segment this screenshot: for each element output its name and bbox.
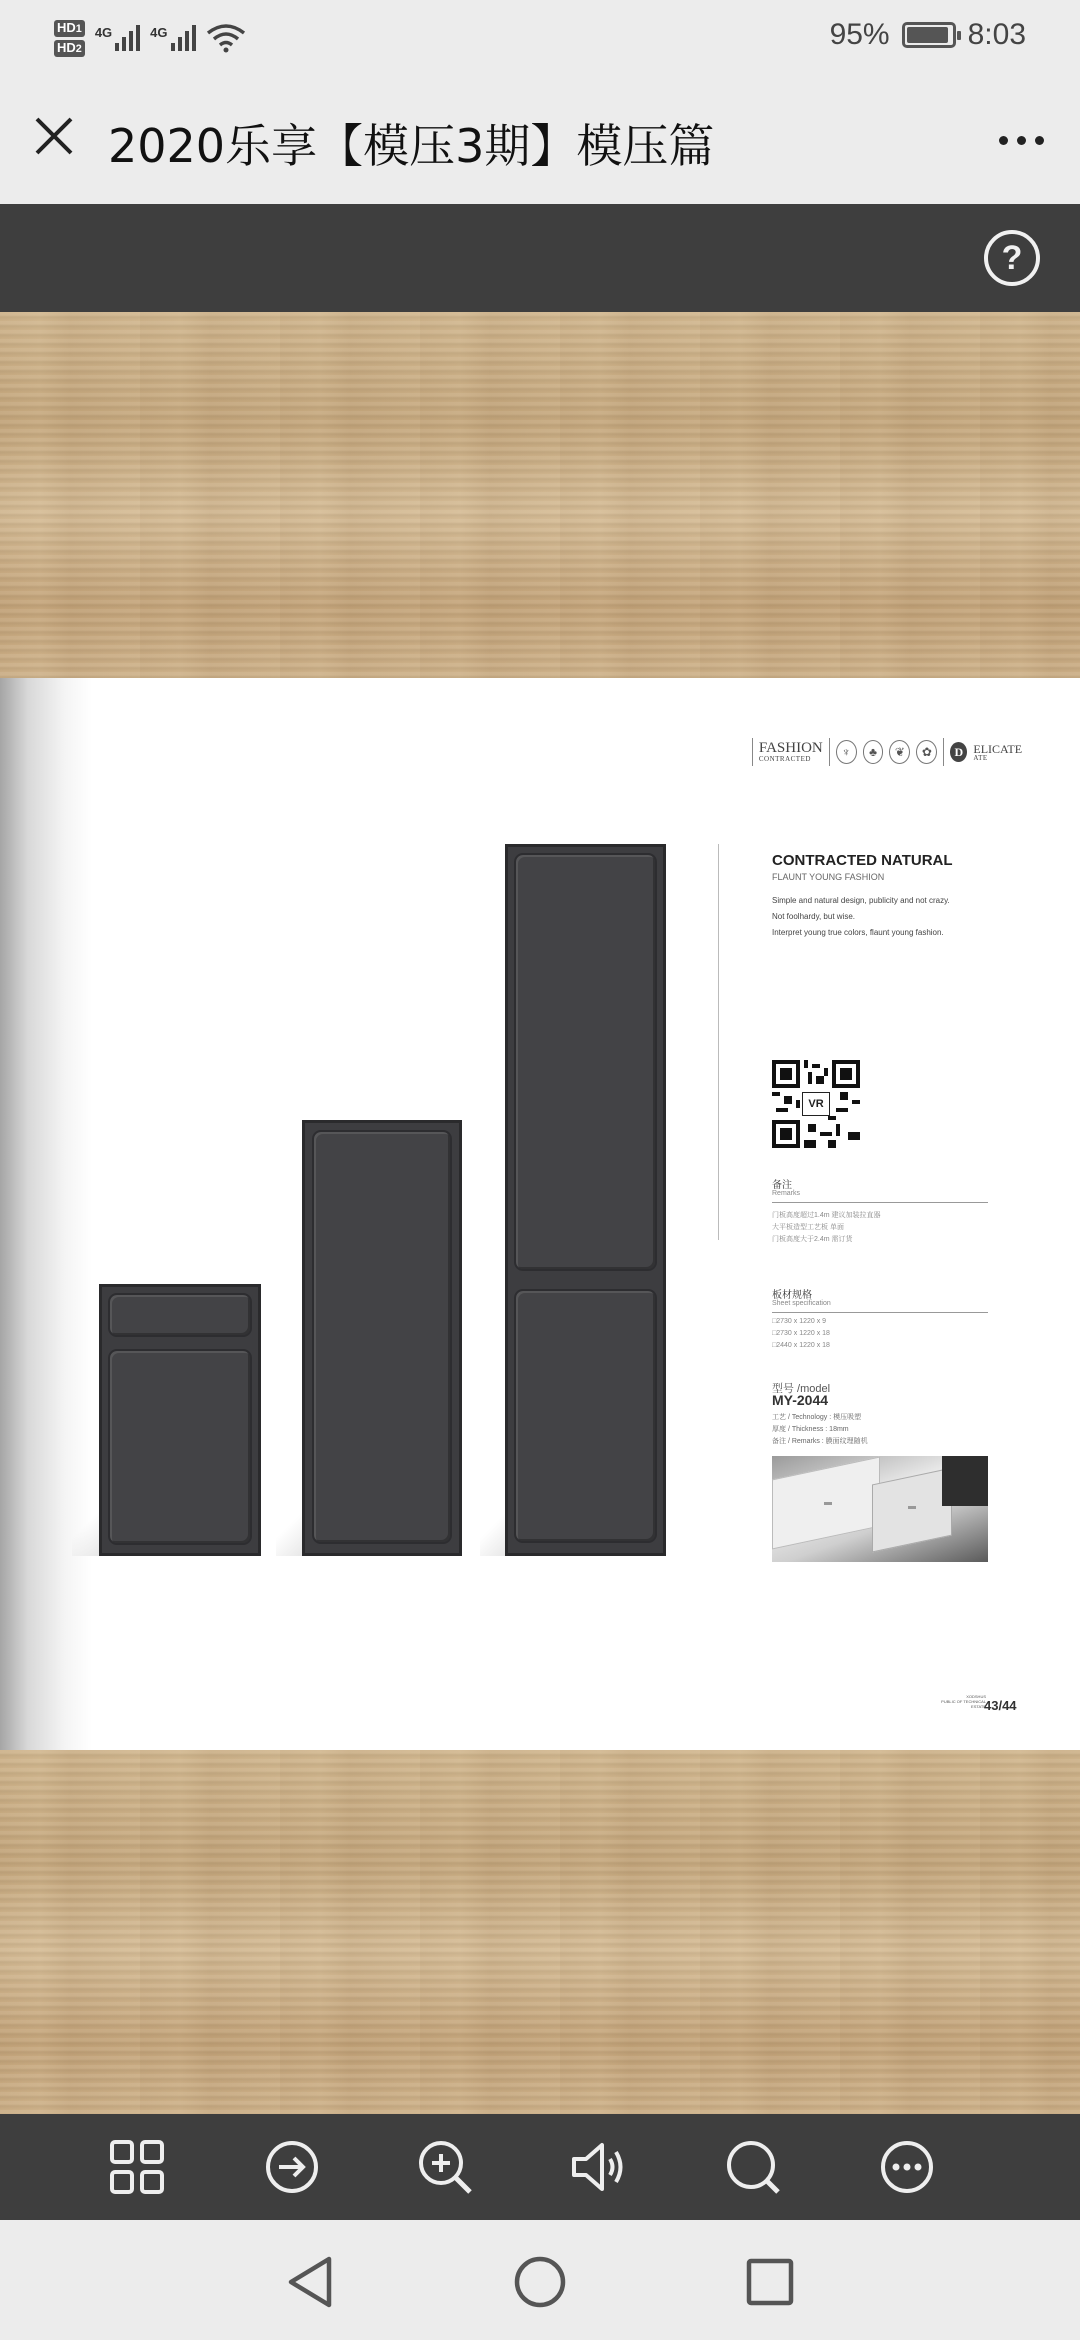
recents-icon: [745, 2257, 795, 2307]
dot-icon: [1035, 136, 1044, 145]
wood-background-bottom: [0, 1750, 1080, 2114]
zoom-in-icon: [416, 2138, 474, 2196]
brand-divider: [943, 738, 944, 766]
dot-icon: [1017, 136, 1026, 145]
page-number: 43/44: [984, 1698, 1017, 1713]
more-button[interactable]: [874, 2134, 940, 2200]
reader-toolbar: [0, 2114, 1080, 2220]
door-panel-lower: [514, 1289, 657, 1543]
help-button[interactable]: [984, 230, 1040, 286]
sim2-badge: HD2: [54, 40, 85, 57]
leaf-icon: ❦: [889, 740, 910, 764]
spec-item: □2730 x 1220 x 18: [772, 1330, 830, 1337]
sim-indicators: [54, 20, 85, 57]
wood-background-top: [0, 312, 1080, 678]
close-button[interactable]: [26, 108, 82, 164]
share-button[interactable]: [259, 2134, 325, 2200]
nav-recents-button[interactable]: [740, 2252, 800, 2312]
photo-handle: [824, 1502, 832, 1505]
system-nav-bar: [0, 2220, 1080, 2340]
wifi-icon: [206, 23, 246, 53]
description-line: Interpret young true colors, flaunt young fashion.: [772, 928, 944, 937]
nav-home-button[interactable]: [510, 2252, 570, 2312]
photo-cabinet-right: [872, 1467, 952, 1552]
zoom-in-button[interactable]: [412, 2134, 478, 2200]
more-options-button[interactable]: [986, 112, 1056, 168]
model-code: MY-2044: [772, 1392, 829, 1408]
home-icon: [513, 2255, 567, 2309]
page-footer-text: XODSHUS PUBLIC OF TECHNICAL ESTATE: [941, 1694, 986, 1709]
sim1-badge: HD1: [54, 20, 85, 37]
door-panel: [108, 1349, 252, 1545]
tree-icon: ♣: [863, 740, 884, 764]
brand-fashion: FASHION CONTRACTED: [758, 740, 823, 763]
product-photo: [772, 1456, 988, 1562]
description-line: Not foolhardy, but wise.: [772, 912, 856, 921]
page-title: 2020乐享【模压3期】模压篇: [108, 119, 715, 173]
remark-item: 门板高度大于2.4m 需订货: [772, 1236, 853, 1243]
drawer-panel: [108, 1293, 252, 1337]
thumbnails-button[interactable]: [104, 2134, 170, 2200]
remarks-subtitle: Remarks: [772, 1190, 801, 1197]
brand-divider: [829, 738, 830, 766]
battery-fill: [907, 27, 949, 43]
brand-row: [752, 734, 1022, 770]
volume-icon: [570, 2139, 628, 2195]
photo-handle: [908, 1506, 916, 1509]
model-detail: 厚度 / Thickness : 18mm: [772, 1426, 849, 1433]
brand-delicate: ELICATE ATE: [973, 741, 1023, 762]
status-right: [830, 18, 1026, 52]
cabinet-door-tall: [505, 844, 666, 1556]
spec-title: 板材规格: [772, 1290, 812, 1301]
spec-rule: [772, 1312, 988, 1313]
share-icon: [264, 2139, 320, 2195]
delicate-badge: D: [950, 742, 967, 762]
catalog-page[interactable]: [0, 678, 1080, 1750]
status-bar: [0, 0, 1080, 72]
reader-header: [0, 204, 1080, 312]
door-panel-upper: [514, 853, 657, 1271]
dot-icon: [999, 136, 1008, 145]
nav-back-button[interactable]: [280, 2252, 340, 2312]
search-button[interactable]: [720, 2134, 786, 2200]
battery-percent: 95%: [829, 18, 890, 51]
page-subheading: FLAUNT YOUNG FASHION: [772, 872, 885, 882]
grid-icon: [109, 2139, 165, 2195]
divider-line: [718, 844, 719, 1240]
search-icon: [724, 2138, 782, 2196]
cabinet-shadow: [72, 1506, 102, 1556]
page-heading: CONTRACTED NATURAL: [772, 852, 953, 869]
remark-item: 门板高度超过1.4m 建议加装拉直器: [772, 1212, 881, 1219]
signal-icon-2: 4G: [150, 25, 195, 51]
brand-divider: [752, 738, 753, 766]
remarks-title: 备注: [772, 1180, 792, 1191]
page-spine-shadow: [0, 678, 92, 1750]
title-bar: [0, 72, 1080, 204]
door-panel: [312, 1130, 452, 1544]
more-icon: [879, 2139, 935, 2195]
remarks-rule: [772, 1202, 988, 1203]
qr-code[interactable]: [772, 1060, 860, 1148]
photo-dark-area: [942, 1456, 988, 1506]
model-detail: 工艺 / Technology : 模压吸塑: [772, 1414, 862, 1421]
spec-item: □2440 x 1220 x 18: [772, 1342, 830, 1349]
spec-subtitle: Sheet specification: [772, 1300, 831, 1307]
qr-vr-label: VR: [802, 1092, 830, 1116]
flower-icon: ✿: [916, 740, 937, 764]
description-line: Simple and natural design, publicity and not crazy.: [772, 896, 950, 905]
clock: 8:03: [967, 18, 1026, 51]
sound-button[interactable]: [566, 2134, 632, 2200]
close-icon: [34, 116, 74, 156]
remark-item: 大平板造型工艺板 单面: [772, 1224, 844, 1231]
cabinet-door-small: [99, 1284, 261, 1556]
spec-item: □2730 x 1220 x 9: [772, 1318, 827, 1325]
model-detail: 备注 / Remarks : 膜面纹理随机: [772, 1438, 868, 1445]
model-heading: 型号 /model: [772, 1383, 831, 1395]
status-left: [54, 14, 246, 62]
battery-icon: [902, 22, 956, 48]
trophy-icon: ♆: [836, 740, 857, 764]
cabinet-door-medium: [302, 1120, 462, 1556]
back-icon: [285, 2255, 335, 2309]
signal-icon-1: 4G: [95, 25, 140, 51]
help-icon: ?: [1001, 238, 1023, 277]
